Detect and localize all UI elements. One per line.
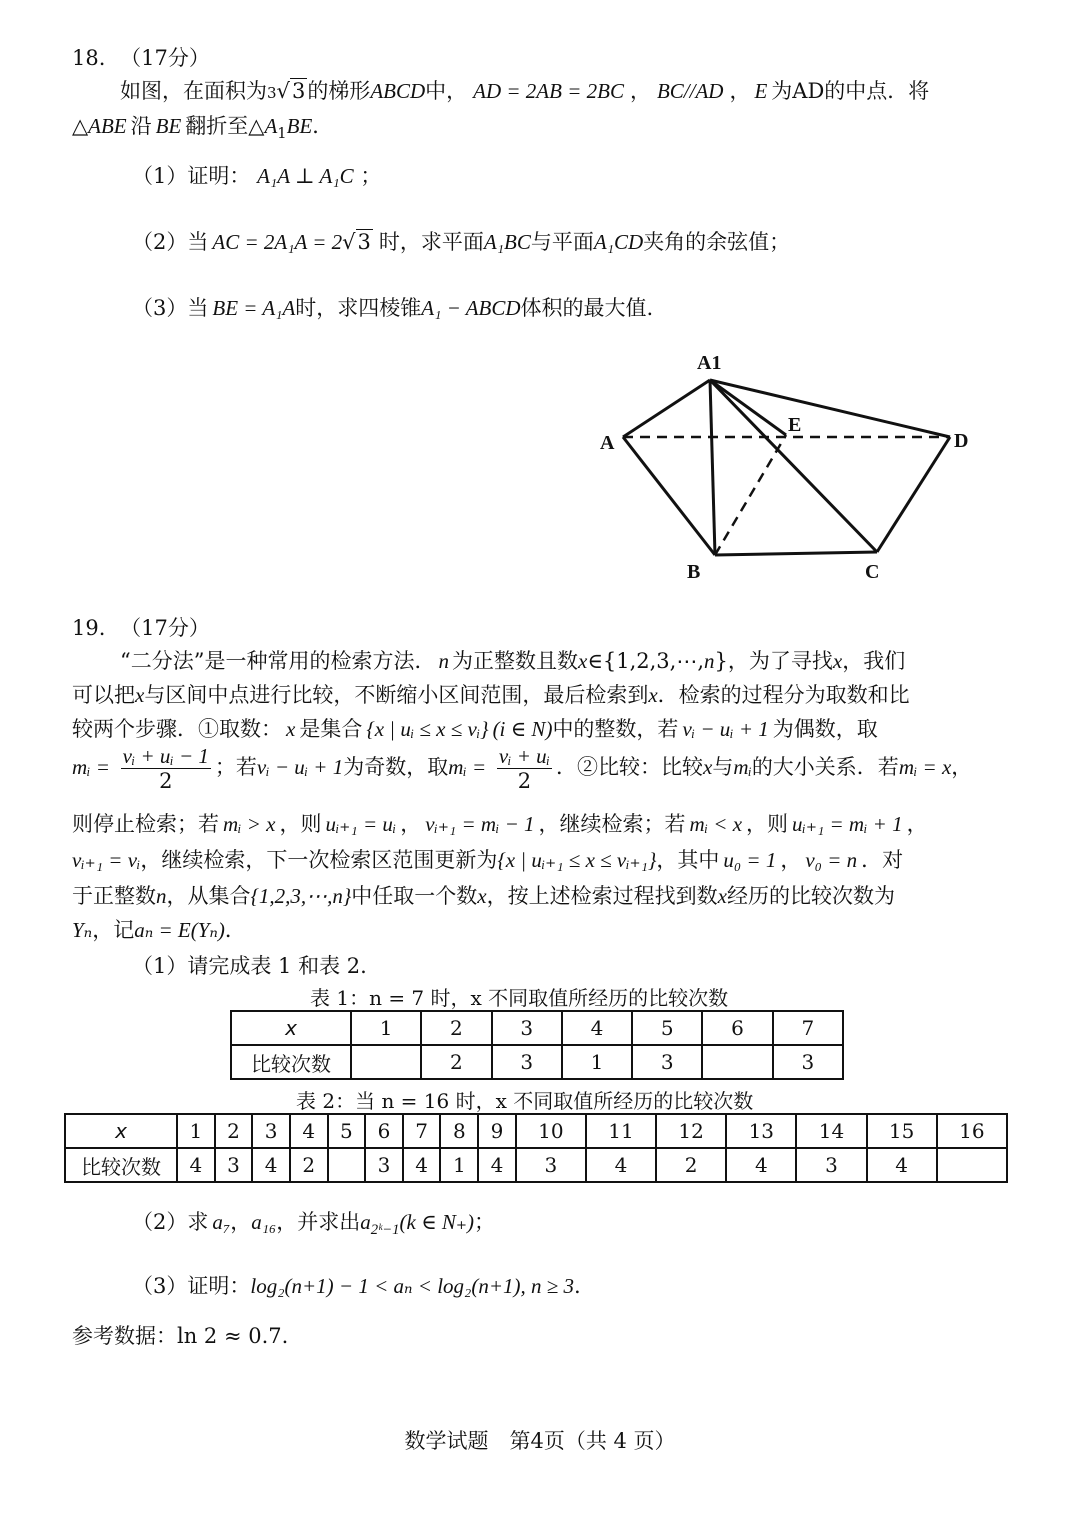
edge-A1-B <box>710 380 715 555</box>
table2-x-cell: 7 <box>403 1114 441 1148</box>
sqrt-symbol: √ <box>342 230 356 254</box>
math: n <box>438 649 449 673</box>
table2-x-cell: 13 <box>726 1114 796 1148</box>
table2-x-cell: 15 <box>867 1114 937 1148</box>
text: ．②比较：比较 <box>555 755 703 779</box>
part-math: A₁CD <box>593 230 644 254</box>
math: x <box>702 755 713 779</box>
fraction-numerator: vᵢ + uᵢ <box>498 744 550 768</box>
table2-x-cell: 5 <box>328 1114 366 1148</box>
math: mᵢ = <box>448 755 487 779</box>
table2-count-cell: 2 <box>656 1148 726 1182</box>
text: “二分法”是一种常用的检索方法． <box>120 649 436 673</box>
text: 的大小关系．若 <box>751 755 899 779</box>
text: ，继续检索；若 <box>538 812 686 836</box>
part-label: （3）证明： <box>132 1274 251 1298</box>
stem-text: △ <box>72 114 89 138</box>
fraction-numerator: vᵢ + uᵢ − 1 <box>122 744 209 768</box>
part-label: （2）求 <box>132 1210 209 1234</box>
text: ，并求出 <box>276 1210 361 1234</box>
math: {x | uᵢ₊₁ ≤ x ≤ vᵢ₊₁} <box>497 848 657 872</box>
table1-x-cell: 4 <box>562 1011 632 1045</box>
math: n <box>156 884 167 908</box>
table1-x-cell: 6 <box>702 1011 772 1045</box>
table2-count-cell: 4 <box>867 1148 937 1182</box>
q19-line3 <box>72 713 878 743</box>
label-A: A <box>600 432 615 454</box>
table2-count-cell: 4 <box>252 1148 290 1182</box>
q19-line1 <box>120 645 905 675</box>
q19-line2 <box>72 679 910 709</box>
text: }，为了寻找 <box>714 649 833 673</box>
math: vᵢ₊₁ = mᵢ − 1 <box>425 812 535 836</box>
edge-A-A1 <box>623 380 710 437</box>
stem-math: BC//AD <box>656 79 724 103</box>
label-A1: A1 <box>697 352 722 374</box>
q18-number: 18. <box>72 46 106 70</box>
math: aₙ = E(Yₙ) <box>134 918 225 942</box>
table2-x-cell: 4 <box>290 1114 328 1148</box>
math: v₀ = n <box>805 848 858 872</box>
q18-part1 <box>132 160 381 190</box>
table1-x-cell: 1 <box>351 1011 421 1045</box>
math: vᵢ − uᵢ + 1 <box>682 717 769 741</box>
part-text: ； <box>360 164 382 188</box>
math: u₀ = 1 <box>723 848 777 872</box>
math: x <box>286 717 296 741</box>
text: ，则 <box>279 812 322 836</box>
text: 是集合 <box>299 717 363 741</box>
q19-part2 <box>132 1206 495 1239</box>
math: mᵢ = x <box>898 755 952 779</box>
part-math: BE = A₁A <box>212 296 296 320</box>
table2-count-cell <box>937 1148 1007 1182</box>
geometry-figure <box>590 345 990 590</box>
edge-B-E-dashed <box>715 435 786 555</box>
table1-x-cell: 2 <box>421 1011 491 1045</box>
math: x <box>477 884 487 908</box>
text: . <box>281 1324 289 1348</box>
part-math: A₁A ⊥ A₁C <box>257 164 354 188</box>
text: ，记 <box>92 918 135 942</box>
edge-A1-C <box>710 380 877 552</box>
table2-count-cell: 4 <box>403 1148 441 1182</box>
stem-radicand: 3 <box>291 79 306 103</box>
table2-count-cell: 2 <box>290 1148 328 1182</box>
q18-points: （17分） <box>120 46 210 70</box>
q19-points: （17分） <box>120 616 210 640</box>
text: ．对 <box>861 848 904 872</box>
text: ，继续检索，下一次检索区范围更新为 <box>140 848 498 872</box>
table-1 <box>230 1010 844 1080</box>
table1-count-row <box>231 1045 843 1079</box>
fraction-2 <box>497 744 552 793</box>
text: ； <box>473 1210 495 1234</box>
part-text: 夹角的余弦值； <box>643 230 791 254</box>
stem-math: ABE <box>88 114 127 138</box>
text: ．检索的过程分为取数和比 <box>657 683 910 707</box>
part-text: 体积的最大值. <box>520 296 654 320</box>
math: x <box>832 649 843 673</box>
table2-count-cell: 4 <box>478 1148 516 1182</box>
part-label: （2）当 <box>132 230 209 254</box>
table1-count-cell: 3 <box>492 1045 562 1079</box>
text: . <box>574 1274 581 1298</box>
q19-line4 <box>72 744 972 793</box>
text: 中的整数，若 <box>552 717 679 741</box>
part-text: 时，求平面 <box>378 230 484 254</box>
table1-count-cell <box>702 1045 772 1079</box>
math: x <box>648 683 658 707</box>
table2-count-header: 比较次数 <box>65 1148 177 1182</box>
math: uᵢ₊₁ = mᵢ + 1 <box>792 812 903 836</box>
math: mᵢ < x <box>689 812 743 836</box>
table1-x-header: x <box>231 1011 351 1045</box>
text: 则停止检索；若 <box>72 812 219 836</box>
text: ，我们 <box>842 649 906 673</box>
table1-x-cell: 7 <box>773 1011 843 1045</box>
text: ；若 <box>214 755 257 779</box>
stem-math: E <box>754 79 768 103</box>
edge-A1-D <box>710 380 950 437</box>
math: ∈{1,2,3,⋯, <box>587 649 705 673</box>
label-E: E <box>788 414 802 436</box>
table2-count-cell: 3 <box>215 1148 253 1182</box>
table2-x-cell: 12 <box>656 1114 726 1148</box>
q18-stem-line1 <box>120 75 929 105</box>
label-D: D <box>954 430 969 452</box>
stem-math: BE <box>155 114 182 138</box>
part-radicand: 3 <box>357 230 371 254</box>
text: 与区间中点进行比较，不断缩小区间范围，最后检索到 <box>144 683 649 707</box>
math: x <box>135 683 145 707</box>
stem-text: ， <box>629 79 651 103</box>
math: a <box>360 1210 371 1234</box>
math: Yₙ <box>72 918 93 942</box>
math-sub: 2ᵏ−1 <box>370 1222 400 1239</box>
math: x <box>717 884 727 908</box>
q19-line7 <box>72 880 895 910</box>
q19-part3 <box>132 1270 581 1300</box>
table2-x-cell: 3 <box>252 1114 290 1148</box>
fraction-denominator: 2 <box>159 769 173 793</box>
table2-x-cell: 14 <box>796 1114 866 1148</box>
stem-coef: 3 <box>267 84 277 102</box>
table2-count-cell: 4 <box>177 1148 215 1182</box>
part-text: 时，求四棱锥 <box>295 296 422 320</box>
table2-count-cell: 3 <box>796 1148 866 1182</box>
text: 经历的比较次数为 <box>726 884 895 908</box>
table1-count-cell: 3 <box>632 1045 702 1079</box>
table2-x-cell: 8 <box>440 1114 478 1148</box>
math: mᵢ <box>733 755 752 779</box>
part-math: AC = 2A₁A = 2 <box>212 230 343 254</box>
reference-label: 参考数据： <box>72 1324 177 1348</box>
stem-text: 中， <box>425 79 468 103</box>
table1-x-row <box>231 1011 843 1045</box>
table1-count-cell: 3 <box>773 1045 843 1079</box>
table1-count-cell: 1 <box>562 1045 632 1079</box>
text: ， <box>400 812 422 836</box>
stem-text: 为AD的中点．将 <box>771 79 930 103</box>
text: ， <box>230 1210 252 1234</box>
table1-count-cell <box>351 1045 421 1079</box>
fraction-1 <box>121 744 211 793</box>
q19-part1: （1）请完成表 1 和表 2. <box>132 954 367 978</box>
table2-x-row <box>65 1114 1007 1148</box>
math: log₂(n+1) − 1 < aₙ < log₂(n+1), n ≥ 3 <box>250 1274 575 1298</box>
text: ，按上述检索过程找到数 <box>486 884 718 908</box>
text: 于正整数 <box>72 884 156 908</box>
q19-line8 <box>72 914 246 944</box>
stem-math: ABCD <box>370 79 426 103</box>
table2-caption: 表 2：当 n = 16 时，x 不同取值所经历的比较次数 <box>296 1089 754 1113</box>
math: a₇ <box>212 1210 231 1234</box>
text: ，其中 <box>656 848 720 872</box>
table2-count-cell: 3 <box>365 1148 403 1182</box>
stem-math: A <box>264 114 278 138</box>
stem-text: 沿 <box>130 114 152 138</box>
table2-count-row <box>65 1148 1007 1182</box>
part-label: （3）当 <box>132 296 209 320</box>
text: ，从集合 <box>166 884 251 908</box>
sqrt-symbol: √ <box>276 79 290 103</box>
table1-x-cell: 5 <box>632 1011 702 1045</box>
part-math: A₁ − ABCD <box>421 296 521 320</box>
table2-count-cell: 4 <box>586 1148 656 1182</box>
text: 为正整数且数 <box>451 649 578 673</box>
fraction-denominator: 2 <box>517 769 532 793</box>
math: {x | uᵢ ≤ x ≤ vᵢ} <box>366 717 489 741</box>
q18-stem-line2 <box>72 110 333 142</box>
q19-number: 19. <box>72 616 106 640</box>
label-B: B <box>687 561 701 583</box>
part-math: A₁BC <box>483 230 531 254</box>
q18-header <box>72 42 210 72</box>
math: vᵢ − uᵢ + 1 <box>256 755 344 779</box>
q19-line6 <box>72 844 903 874</box>
edge-A-B <box>623 437 715 555</box>
table1-caption: 表 1：n = 7 时，x 不同取值所经历的比较次数 <box>310 986 729 1010</box>
table2-x-cell: 11 <box>586 1114 656 1148</box>
table2-count-cell: 3 <box>516 1148 586 1182</box>
math: mᵢ > x <box>223 812 276 836</box>
table1-count-header: 比较次数 <box>231 1045 351 1079</box>
q19-line5 <box>72 808 928 838</box>
table2-x-cell: 10 <box>516 1114 586 1148</box>
stem-sub: 1 <box>277 125 287 143</box>
label-C: C <box>865 561 880 583</box>
q18-part2 <box>132 226 790 256</box>
math: (i ∈ N) <box>492 717 553 741</box>
part-text: 与平面 <box>530 230 594 254</box>
table2-count-cell <box>328 1148 366 1182</box>
stem-text: ， <box>729 79 751 103</box>
reference-math: ln 2 ≈ 0.7 <box>177 1324 282 1348</box>
stem-text: 翻折至△ <box>185 114 265 138</box>
text: ， <box>906 812 928 836</box>
math: {1,2,3,⋯,n} <box>250 884 352 908</box>
math: (k ∈ N₊) <box>399 1210 474 1234</box>
table2-x-cell: 6 <box>365 1114 403 1148</box>
table-2 <box>64 1113 1008 1183</box>
table2-x-cell: 9 <box>478 1114 516 1148</box>
table2-count-cell: 1 <box>440 1148 478 1182</box>
math: a₁₆ <box>251 1210 277 1234</box>
stem-text: ． <box>312 114 334 138</box>
edge-B-C <box>715 552 877 555</box>
text: 可以把 <box>72 683 135 707</box>
text: 为偶数，取 <box>772 717 878 741</box>
math: uᵢ₊₁ = uᵢ <box>325 812 397 836</box>
q19-header <box>72 612 210 642</box>
edge-C-D <box>877 437 950 552</box>
table2-x-cell: 1 <box>177 1114 215 1148</box>
table1-x-cell: 3 <box>492 1011 562 1045</box>
math: n <box>704 649 715 673</box>
part-label: （1）证明： <box>132 164 251 188</box>
math: x <box>577 649 588 673</box>
stem-math: AD = 2AB = 2BC <box>473 79 624 103</box>
text: ． <box>224 918 246 942</box>
table1-count-cell: 2 <box>421 1045 491 1079</box>
page-footer: 数学试题 第4页（共 4 页） <box>404 1429 676 1453</box>
table2-count-cell: 4 <box>726 1148 796 1182</box>
table2-x-cell: 16 <box>937 1114 1007 1148</box>
math: vᵢ₊₁ = vᵢ <box>72 848 141 872</box>
stem-text: 如图，在面积为 <box>120 79 267 103</box>
text: 中任取一个数 <box>351 884 478 908</box>
text: ， <box>951 755 973 779</box>
q18-part3 <box>132 292 653 322</box>
table2-x-header: x <box>65 1114 177 1148</box>
text: ，则 <box>746 812 789 836</box>
text: 较两个步骤．①取数： <box>72 717 282 741</box>
table2-x-cell: 2 <box>215 1114 253 1148</box>
reference-data <box>72 1320 288 1350</box>
math: mᵢ = <box>72 755 110 779</box>
stem-math: BE <box>286 114 313 138</box>
text: 与 <box>712 755 734 779</box>
stem-text: 的梯形 <box>307 79 371 103</box>
text: ， <box>780 848 802 872</box>
text: 为奇数，取 <box>343 755 449 779</box>
